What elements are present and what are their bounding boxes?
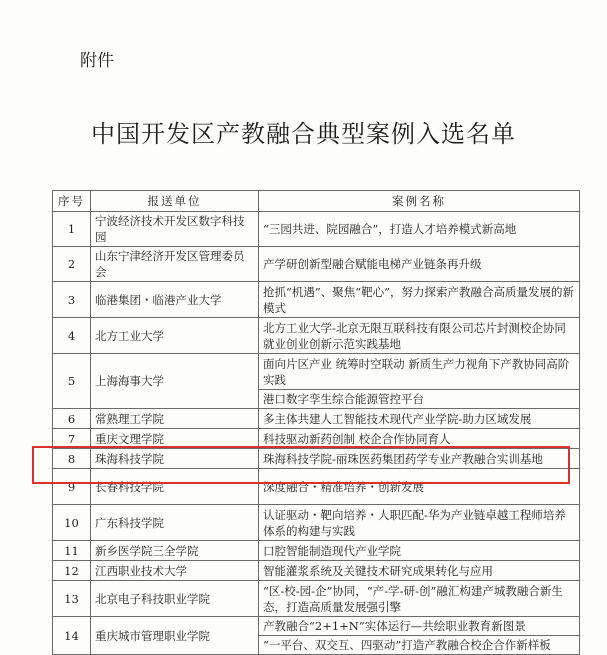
row-index: 13: [53, 581, 91, 617]
row-index: 8: [53, 449, 91, 469]
row-index: 1: [53, 212, 91, 247]
row-index: 10: [53, 505, 91, 541]
row-case: 口腔智能制造现代产业学院: [259, 541, 580, 561]
row-unit: 珠海科技学院: [91, 449, 259, 469]
row-unit: 新乡医学院三全学院: [91, 541, 259, 561]
table-row: [53, 354, 580, 390]
row-case: 智能灌浆系统及关键技术研究成果转化与应用: [259, 561, 580, 581]
table-row: [53, 561, 580, 581]
row-index: 9: [53, 469, 91, 505]
row-unit: 宁波经济技术开发区数字科技园: [91, 212, 259, 247]
row-unit: 北方工业大学: [91, 318, 259, 354]
row-unit: 重庆文理学院: [91, 429, 259, 449]
row-unit: 临港集团・临港产业大学: [91, 282, 259, 318]
selection-table: [52, 190, 580, 655]
row-index: 2: [53, 247, 91, 282]
row-unit: 长春科技学院: [91, 469, 259, 505]
row-index: 14: [53, 617, 91, 655]
table-row: [53, 505, 580, 541]
attachment-label: 附件: [80, 51, 114, 71]
table-header-row: [53, 191, 580, 212]
row-case: “三园共进、院园融合”，打造人才培养模式新高地: [259, 212, 580, 247]
row-index: 4: [53, 318, 91, 354]
row-case: 港口数字孪生综合能源管控平台: [259, 390, 580, 409]
highlight-box: [32, 446, 570, 484]
row-case: 多主体共建人工智能技术现代产业学院-助力区域发展: [259, 409, 580, 429]
row-index: 3: [53, 282, 91, 318]
row-case: 珠海科技学院-丽珠医药集团药学专业产教融合实训基地: [259, 449, 580, 469]
table-row: [53, 282, 580, 318]
row-unit: 重庆城市管理职业学院: [91, 617, 259, 655]
row-case: 认证驱动・靶向培养・人职匹配-华为产业链卓越工程师培养体系的构建与实践: [259, 505, 580, 541]
row-unit: 广东科技学院: [91, 505, 259, 541]
row-index: 11: [53, 541, 91, 561]
table-row: [53, 318, 580, 354]
row-case: 面向片区产业 统筹时空联动 新质生产力视角下产教协同高阶实践: [259, 354, 580, 390]
table-row: [53, 409, 580, 429]
row-case: 抢抓“机遇”、聚焦“靶心”，努力探索产教融合高质量发展的新模式: [259, 282, 580, 318]
row-case: 深度融合・精准培养・创新发展: [259, 469, 580, 505]
row-unit: 江西职业技术大学: [91, 561, 259, 581]
row-index: 6: [53, 409, 91, 429]
row-index: 12: [53, 561, 91, 581]
row-case: 产学研创新型融合赋能电梯产业链条再升级: [259, 247, 580, 282]
row-case: 北方工业大学-北京无限互联科技有限公司芯片封测校企协同就业创业创新示范实践基地: [259, 318, 580, 354]
row-unit: 北京电子科技职业学院: [91, 581, 259, 617]
row-case: 科技驱动新药创制 校企合作协同育人: [259, 429, 580, 449]
table-row: [53, 541, 580, 561]
page-title: 中国开发区产教融合典型案例入选名单: [91, 120, 516, 148]
row-case: “一平台、双交互、四驱动”打造产教融合校企合作新样板: [259, 636, 580, 655]
row-index: 5: [53, 354, 91, 409]
row-unit: 上海海事大学: [91, 354, 259, 409]
table-row: [53, 247, 580, 282]
row-index: 7: [53, 429, 91, 449]
row-case: 产教融合“2+1+N”实体运行—共绘职业教育新图景: [259, 617, 580, 636]
row-unit: 常熟理工学院: [91, 409, 259, 429]
header-unit: 报送单位: [91, 191, 259, 212]
table-row: [53, 617, 580, 636]
table-row: [53, 212, 580, 247]
row-unit: 山东宁津经济开发区管理委员会: [91, 247, 259, 282]
header-index: 序号: [53, 191, 91, 212]
header-case: 案例名称: [259, 191, 580, 212]
row-case: “区-校-园-企”协同，“产-学-研-创”融汇构建产城教融合新生态，打造高质量发展强引擎: [259, 581, 580, 617]
table-row: [53, 581, 580, 617]
